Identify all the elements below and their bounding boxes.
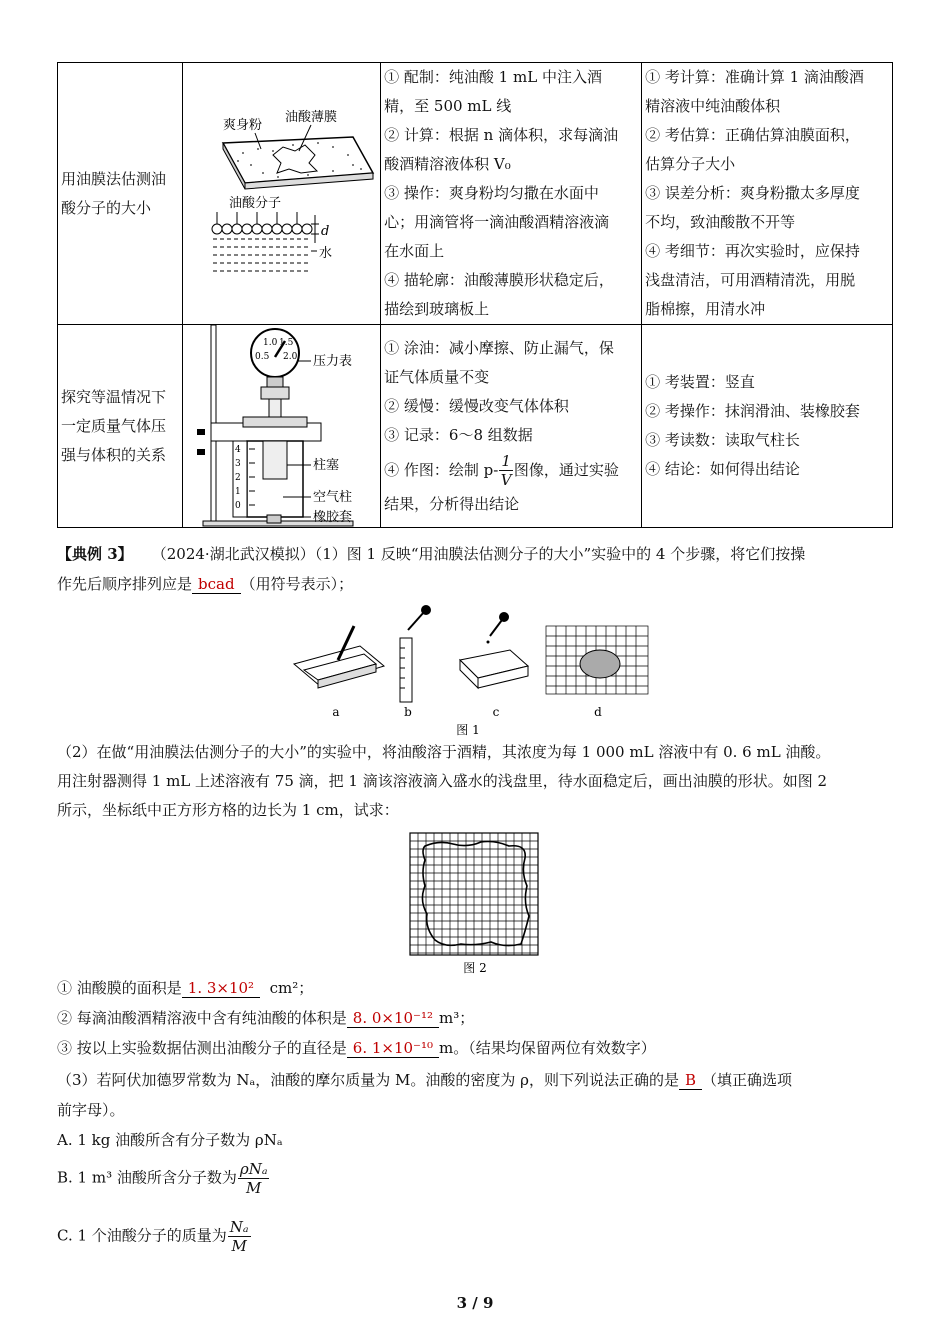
label-oil-film: 油酸薄膜 — [285, 109, 338, 125]
fraction-one-over-v: $\frac{1}{V}$ — [500, 452, 512, 489]
label-rubber-cap: 橡胶套 — [313, 510, 353, 525]
svg-text:0: 0 — [235, 501, 242, 511]
svg-text:1.5: 1.5 — [279, 338, 294, 348]
svg-text:b: b — [404, 705, 412, 719]
example-question-2: （2）在做“用油膜法估测分子的大小”的实验中，将油酸溶于酒精，其浓度为每 1 000 mL 溶液中有 0. 6 mL 油酸。 用注射器测得 1 mL 上述溶液有 75 滴，把 1 滴该溶液滴入盛水的浅盘里，待水面稳定后，画出油膜的形状。如图 2 所示，坐标纸中正方形方格的边长为 1 cm，试求： — [57, 743, 831, 819]
svg-text:4: 4 — [235, 445, 242, 455]
example-question-1-cont: 作先后顺序排列应是 bcad （用符号表示）； — [57, 575, 354, 593]
key-points-cell: ① 考计算：准确计算 1 滴油酸酒 精溶液中纯油酸体积 ② 考估算：正确估算油膜面积， 估算分子大小 ③ 误差分析：爽身粉撒太多厚度 不均，致油酸散不开等 ④ 考细节：再次实验时，应保持 浅盘清洁，可用酒精清洗，用脱 脂棉擦，用清水冲 — [642, 63, 893, 325]
label-pressure-gauge: 压力表 — [313, 354, 353, 369]
example-question-1: 【典例 3】 （2024·湖北武汉模拟）（1）图 1 反映“用油膜法估测分子的大小”实验中的 4 个步骤，将它们按操 — [57, 545, 806, 563]
key-points-cell: ① 考装置：竖直 ② 考操作：抹润滑油、装橡胶套 ③ 考读数：读取气柱长 ④ 结论：如何得出结论 — [642, 325, 893, 528]
label-air-column: 空气柱 — [313, 490, 353, 505]
svg-text:a: a — [332, 705, 340, 719]
label-water: 水 — [319, 245, 333, 261]
option-c: C. 1 个油酸分子的质量为 $\frac{\text{Nₐ}}{M}$ — [57, 1218, 249, 1255]
option-b: B. 1 m³ 油酸所含分子数为 $\frac{\text{ρNₐ}}{M}$ — [57, 1160, 268, 1197]
figure-1 — [290, 604, 660, 738]
label-oil-molecule: 油酸分子 — [229, 195, 282, 211]
svg-text:0.5: 0.5 — [255, 352, 270, 362]
sub-question-3: ③ 按以上实验数据估测出油酸分子的直径是 6. 1×10⁻¹⁰ m。（结果均保留两位有效数字） — [57, 1039, 656, 1057]
label-d: d — [321, 223, 330, 239]
svg-text:d: d — [594, 705, 602, 719]
steps-cell: ① 配制：纯油酸 1 mL 中注入酒 精，至 500 mL 线 ② 计算：根据 n 滴体积，求每滴油 酸酒精溶液体积 V₀ ③ 操作：爽身粉均匀撒在水面中 心；用滴管将一滴油酸酒精溶液滴 在水面上 ④ 描轮廓：油酸薄膜形状稳定后， 描绘到玻璃板上 — [381, 63, 642, 325]
steps-cell: ① 涂油：减小摩擦、防止漏气，保 证气体质量不变 ② 缓慢：缓慢改变气体体积 ③ 记录：6～8 组数据 ④ 作图：绘制 p- $\frac{1}{V}$ 图像，通过实验 结果，分析得出结论 — [381, 325, 642, 528]
example-tag: 【典例 3】 — [57, 545, 133, 563]
svg-text:2.0: 2.0 — [283, 352, 298, 362]
option-a: A. 1 kg 油酸所含有分子数为 ρNₐ — [57, 1131, 283, 1149]
answer-film-area: 1. 3×10² — [182, 979, 260, 998]
gas-apparatus-diagram — [183, 325, 379, 527]
answer-order: bcad — [192, 575, 241, 594]
svg-text:1: 1 — [235, 487, 242, 497]
svg-text:3: 3 — [235, 459, 242, 469]
experiment-table — [57, 62, 893, 528]
page-number: 3 / 9 — [456, 1294, 494, 1312]
table-row — [58, 325, 893, 528]
figure-2-grid — [409, 832, 541, 976]
oil-film-figure-cell — [183, 63, 381, 325]
sub-question-1: ① 油酸膜的面积是 1. 3×10² cm²； — [57, 979, 314, 997]
gas-law-figure-cell — [183, 325, 381, 528]
svg-text:1.0: 1.0 — [263, 338, 278, 348]
table-row — [58, 63, 893, 325]
svg-text:c: c — [492, 705, 500, 719]
label-powder: 爽身粉 — [223, 117, 263, 133]
sub-question-2: ② 每滴油酸酒精溶液中含有纯油酸的体积是 8. 0×10⁻¹² m³； — [57, 1009, 475, 1027]
label-plunger: 柱塞 — [313, 458, 340, 473]
experiment-name-cell: 探究等温情况下 一定质量气体压 强与体积的关系 — [58, 325, 183, 528]
example-source: （2024·湖北武汉模拟） — [151, 545, 315, 563]
oil-film-diagram — [183, 65, 379, 323]
example-question-3: （3）若阿伏加德罗常数为 Nₐ，油酸的摩尔质量为 M。油酸的密度为 ρ，则下列说法正确的是 B （填正确选项 — [57, 1071, 792, 1089]
answer-diameter: 6. 1×10⁻¹⁰ — [347, 1039, 439, 1058]
page: 用油膜法估测油 酸分子的大小 爽身粉 油酸薄膜 油酸分子 d 水 ① 配制：纯油酸 1 mL 中注入酒 精，至 500 mL 线 ② 计算：根据 n 滴体积，求每滴油 酸酒精溶液体积 V₀ ③ 操作：爽身粉均匀撒在水面中 心；用滴管将一滴油酸酒精溶液滴 在水面上 ④ 描轮廓：油酸薄膜形状稳定后， 描绘到玻璃板上 ① 考计算：准确计算 1 滴油酸酒 精溶液中纯油酸体积 ② 考估算：正确估算油膜面积， 估算分子大小 ③ 误差分析：爽身粉撒太多厚度 不均，致油酸散不开等 ④ 考细节：再次实验时，应保持 浅盘清洁，可用酒精清洗，用脱 脂棉擦，用清水冲 探究等温情况下 一定质量气体压 强与体积的关系 1.0 1.5 0.5 2.0 压力表 4 3 2 1 0 柱塞 空气柱 橡胶套 ① 涂油：减小摩擦、防止漏气，保 证气体质量不变 ② 缓慢：缓慢改变气体体积 ③ 记录：6～8 组数据 ④ 作图：绘制 p- $\frac{1}{V}$ 图像，通过实验 结果，分析得出结论 ① 考装置：竖直 ② 考操作：抹润滑油、装橡胶套 ③ 考读数：读取气柱长 ④ 结论：如何得出结论 【典例 3】 （2024·湖北武汉模拟）（1）图 1 反映“用油膜法估测分子的大小”实验中的 4 个步骤，将它们按操 作先后顺序排列应是 bcad （用符号表示）； a b c d 图 1 （2）在做“用油膜法估测分子的大小”的实验中，将油酸溶于酒精，其浓度为每 1 000 mL 溶液中有 0. 6 mL 油酸。 用注射器测得 1 mL 上述溶液有 75 滴，把 1 滴该溶液滴入盛水的浅盘里，待水面稳定后，画出油膜的形状。如图 2 所示，坐标纸中正方形方格的边长为 1 cm，试求： 图 2 ① 油酸膜的面积是 1. 3×10² cm²； ② 每滴油酸酒精溶液中含有纯油酸的体积是 8. 0×10⁻¹² m³； ③ 按以上实验数据估测出油酸分子的直径是 6. 1×10⁻¹⁰ m。（结果均保留两位有效数字） （3）若阿伏加德罗常数为 Nₐ，油酸的摩尔质量为 M。油酸的密度为 ρ，则下列说法正确的是 B （填正确选项 前字母）。 A. 1 kg 油酸所含有分子数为 ρNₐ B. 1 m³ 油酸所含分子数为 $\frac{\text{ρNₐ}}{M}$ C. 1 个油酸分子的质量为 $\frac{\text{Nₐ}}{M}$ 3 / 9 — [0, 0, 950, 1344]
answer-option: B — [679, 1071, 702, 1090]
figure-1-caption: 图 1 — [456, 723, 480, 737]
answer-volume: 8. 0×10⁻¹² — [347, 1009, 439, 1028]
figure-2-caption: 图 2 — [463, 961, 487, 975]
svg-text:2: 2 — [235, 473, 242, 483]
experiment-name-cell: 用油膜法估测油 酸分子的大小 — [58, 63, 183, 325]
